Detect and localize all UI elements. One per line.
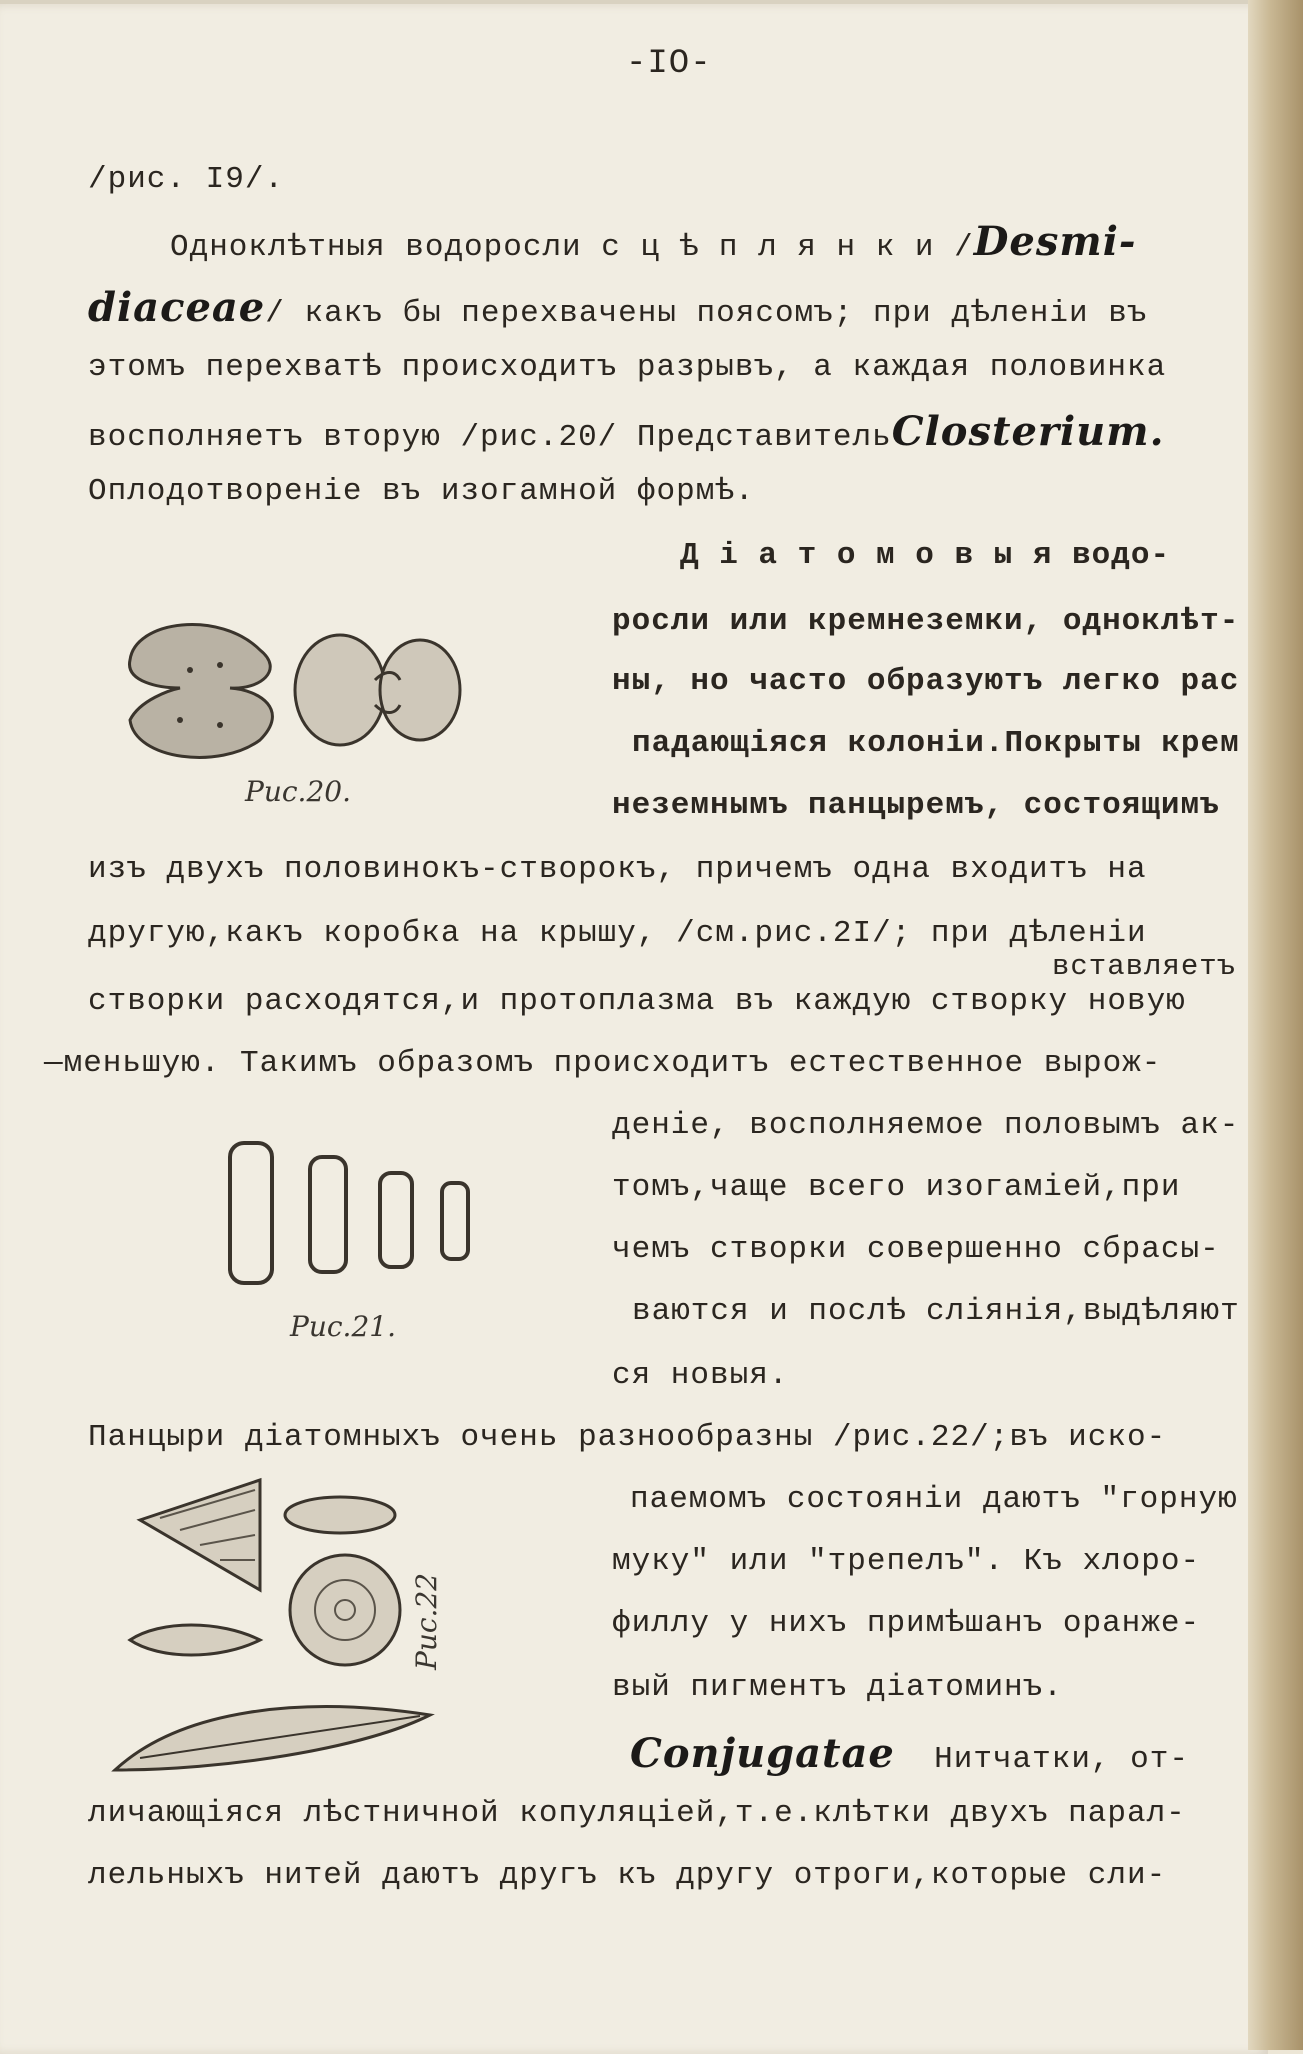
text-line-15: створки расходятся,и протоплазма въ каждую створку новую [88,984,1186,1019]
figure-20-desmid [110,610,490,770]
handwritten-closterium: Closterium. [891,408,1165,455]
text-line-11: неземнымъ панцыремъ, состоящимъ [612,788,1220,823]
text-line-03: diaceae/ какъ бы перехвачены поясомъ; при дѣленiи въ [88,284,1148,331]
text-line-27: Conjugatae Нитчатки, от- [630,1730,1189,1777]
text-line-04: этомъ перехватѣ происходитъ разрывъ, а каждая половинка [88,350,1167,385]
text-line-10: падающіяся колоніи.Покрыты крем [632,726,1240,761]
text-line-28: личающіяся лѣстничной копуляціей,т.е.клѣтки двухъ парал- [88,1796,1186,1831]
text-line-25: филлу у нихъ примѣшанъ оранже- [612,1606,1201,1641]
text-line-02: Одноклѣтныя водоросли с ц ѣ п л я н к и /Desmi- [170,218,1137,265]
figure-22-diatom-shells [100,1460,440,1780]
text-line-24: муку" или "трепелъ". Къ хлоро- [612,1544,1201,1579]
text-line-09: ны, но часто образуютъ легко рас [612,664,1240,699]
figure-22-caption: Рис.22 [410,1572,443,1670]
text-line-18: томъ,чаще всего изогаміей,при [612,1170,1181,1205]
handwritten-conjugatae: Conjugatae [630,1730,895,1777]
handwritten-desmi: Desmi- [973,218,1137,265]
handwritten-diaceae: diaceae [88,284,266,331]
text-line-29: лельныхъ нитей даютъ другъ къ другу отроги,которые сли- [88,1858,1167,1893]
text-line-07: Д і а т о м о в ы я водо- [680,538,1171,573]
text-line-01: /рис. I9/. [88,162,285,197]
text-line-08: росли или кремнеземки, одноклѣт- [612,604,1240,639]
text-line-26: вый пигментъ діатоминъ. [612,1670,1063,1705]
text-line-16: —меньшую. Такимъ образомъ происходитъ естественное вырож- [44,1046,1162,1081]
text-line-23: паемомъ состояніи даютъ "горную [630,1482,1238,1517]
text-line-06: Оплодотворенiе въ изогамной формѣ. [88,474,755,509]
text-line-22: Панцыри діатомныхъ очень разнообразны /рис.22/;въ иско- [88,1420,1167,1455]
page-spine-edge [1248,0,1303,2050]
text-line-20: ваются и послѣ сліянія,выдѣляют [632,1294,1240,1329]
text-line-19: чемъ створки совершенно сбрасы- [612,1232,1220,1267]
page-number: -IO- [626,45,712,83]
text-line-14: вставляетъ [1052,950,1237,983]
text-line-13: другую,какъ коробка на крышу, /см.рис.2I/; при дѣленіи [88,916,1147,951]
figure-21-diatom-frustules [220,1135,480,1295]
text-line-12: изъ двухъ половинокъ-створокъ, причемъ одна входитъ на [88,852,1147,887]
figure-20-caption: Рис.20. [245,775,351,808]
text-line-17: деніе, восполняемое половымъ ак- [612,1108,1240,1143]
text-line-21: ся новыя. [612,1358,789,1393]
figure-21-caption: Рис.21. [290,1310,396,1343]
text-line-05: восполняетъ вторую /рис.20/ ПредставительClosterium. [88,408,1165,455]
